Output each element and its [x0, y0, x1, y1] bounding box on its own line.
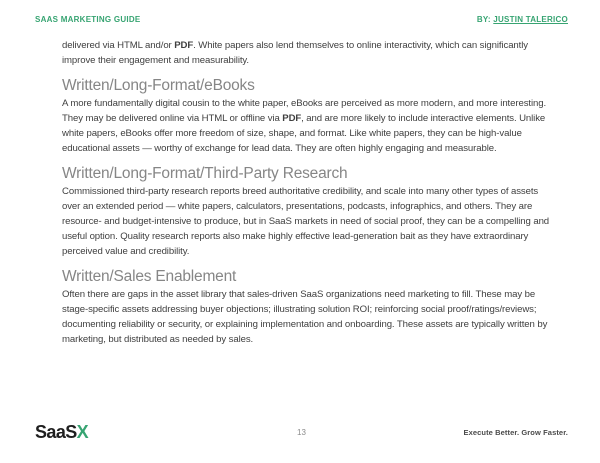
document-title: SAAS MARKETING GUIDE — [35, 15, 141, 24]
logo-text: SaaS — [35, 421, 77, 442]
section-paragraph: Often there are gaps in the asset library that sales-driven SaaS organizations need marketing to fill. These may be stage-specific assets addressing buyer objections; illustrating solution ROI; reinforcing social proof/ratings/reviews; documenting reliability or security, or explaining implementation and onboarding. These assets are typically written by marketing, but distributed as needed by sales. — [62, 289, 548, 345]
section-heading: Written/Long-Format/Third-Party Research — [62, 165, 348, 182]
logo-accent: X — [76, 421, 89, 442]
page-footer — [35, 421, 568, 443]
document-body — [62, 38, 556, 355]
byline — [477, 15, 568, 24]
author-link[interactable]: JUSTIN TALERICO — [493, 15, 568, 24]
section-heading: Written/Long-Format/eBooks — [62, 77, 255, 94]
page-number: 13 — [297, 427, 306, 437]
section-paragraph: A more fundamentally digital cousin to the white paper, eBooks are perceived as more modern, and more interesting. They may be delivered online via HTML or offline via PDF, and are more likely to include interactive elements. Unlike white papers, eBooks offer more freedom of size, shape, and format. Like white papers, they can be high-value educational assets — worthy of exchange for lead data. They are often highly engaging and measurable. — [62, 98, 547, 154]
section-paragraph: Commissioned third-party research reports breed authoritative credibility, and scale into many other types of assets over an extended period — white papers, calculators, presentations, podcasts, infographics, and others. They are resource- and budget-intensive to produce, but in SaaS markets in need of social proof, they can be a compelling and useful option. Quality research reports also make highly effective lead-generation bait as they have extraordinary perceived value and credibility. — [62, 186, 550, 257]
footer-tagline: Execute Better. Grow Faster. — [463, 427, 568, 437]
saasx-logo — [35, 422, 88, 443]
byline-prefix: BY: — [476, 15, 494, 24]
page-header — [35, 15, 568, 24]
section-heading: Written/Sales Enablement — [62, 268, 237, 285]
section-paragraph: delivered via HTML and/or PDF. White papers also lend themselves to online interactivity, which can significantly improve their engagement and measurability. — [62, 40, 528, 66]
